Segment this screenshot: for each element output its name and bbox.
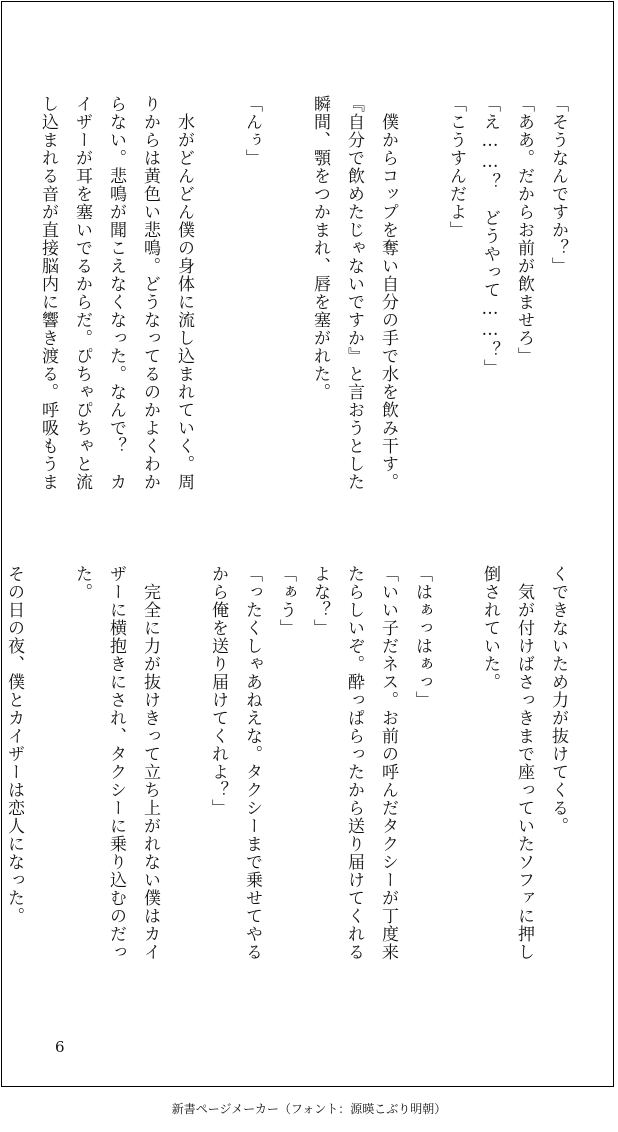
text-line: りからは黄色い悲鳴。どうなってるのかよくわか [140, 95, 160, 491]
text-line: たらしいぞ。酔っぱらったから送り届けてくれる [344, 565, 364, 961]
text-line: その日の夜、僕とカイザーは恋人になった。 [4, 565, 24, 925]
book-page [1, 1, 614, 1087]
text-line: 水がどんどん僕の身体に流し込まれていく。周 [174, 95, 194, 491]
text-line: らない。悲鳴が聞こえなくなった。なんで？ カ [106, 95, 126, 491]
text-line: イザーが耳を塞いでるからだ。ぴちゃぴちゃと流 [72, 95, 92, 491]
text-line: 僕からコップを奪い自分の手で水を飲み干す。 [378, 95, 398, 491]
text-line: し込まれる音が直接脳内に響き渡る。呼吸もうま [38, 95, 58, 491]
text-line: 気が付けばさっきまで座っていたソファに押し [514, 565, 534, 961]
text-line: 瞬間、顎をつかまれ、唇を塞がれた。 [310, 95, 330, 401]
text-line [269, 95, 303, 525]
text-line: よな？」 [310, 565, 330, 637]
text-line: ザーに横抱きにされ、タクシーに乗り込むのだっ [106, 565, 126, 961]
text-line [439, 565, 473, 995]
text-line [167, 565, 201, 995]
text-line: 「ったくしゃあねえな。タクシーまで乗せてやる [242, 565, 262, 961]
footer-caption: 新書ページメーカー（フォント：源暎こぶり明朝） [171, 1102, 447, 1116]
text-line: 倒されていた。 [480, 565, 500, 691]
text-line: た。 [72, 565, 92, 601]
page-number: 6 [55, 1038, 65, 1056]
text-line [31, 565, 65, 995]
text-line: 「こうすんだよ」 [446, 95, 466, 239]
text-line: 完全に力が抜けきって立ち上がれない僕はカイ [140, 565, 160, 961]
text-line: 「いい子だネス。お前の呼んだタクシーが丁度来 [378, 565, 398, 961]
text-line: 『自分で飲めたじゃないですか』と言おうとした [344, 95, 364, 491]
text-line: 「そうなんですか？」 [548, 95, 568, 275]
text-line: 「ぁう」 [276, 565, 296, 637]
text-line: 「んぅ」 [242, 95, 262, 167]
text-line: から俺を送り届けてくれよ？」 [208, 565, 228, 817]
text-line [201, 95, 235, 525]
text-line: くできないため力が抜けてくる。 [548, 565, 568, 835]
lower-text-block [0, 565, 575, 995]
upper-text-block [31, 95, 575, 525]
text-line: 「ああ。だからお前が飲ませろ」 [514, 95, 534, 365]
text-line: 「え……？ どうやって……？」 [480, 95, 500, 377]
text-line: 「はぁっはぁっ」 [412, 565, 432, 709]
text-line [405, 95, 439, 525]
